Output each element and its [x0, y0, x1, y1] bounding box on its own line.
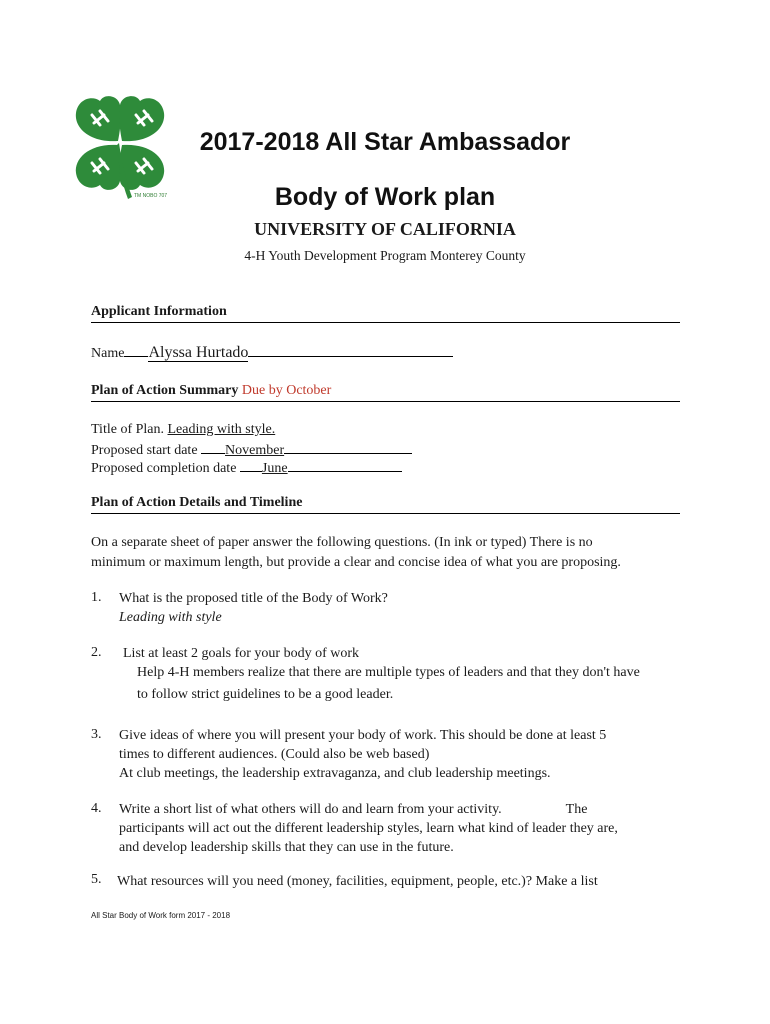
plan-title-row: Title of Plan. Leading with style.: [91, 422, 276, 437]
start-date-value[interactable]: November: [225, 443, 285, 458]
answer-1[interactable]: Leading with style: [119, 610, 222, 625]
details-intro: On a separate sheet of paper answer the following questions. (In ink or typed) There is no minimum or maximum length, but provide a clear and concise idea of what you are proposing.: [91, 535, 621, 570]
page-footer: All Star Body of Work form 2017 - 2018: [91, 911, 231, 920]
question-number: 1.: [91, 590, 102, 605]
answer-4-line3[interactable]: and develop leadership skills that they can use in the future.: [119, 840, 454, 855]
completion-date-value[interactable]: June: [261, 461, 288, 476]
question-number: 3.: [91, 727, 102, 742]
name-value[interactable]: Alyssa Hurtado: [148, 344, 249, 361]
question-number: 5.: [91, 872, 102, 887]
name-field-row: [91, 344, 453, 362]
question-number: 4.: [91, 801, 102, 816]
answer-4-line2[interactable]: participants will act out the different leadership styles, learn what kind of leader they are,: [119, 821, 618, 836]
name-label: Name: [91, 346, 125, 361]
answer-3[interactable]: At club meetings, the leadership extravaganza, and club leadership meetings.: [119, 766, 551, 781]
organization-name: UNIVERSITY OF CALIFORNIA: [254, 219, 516, 239]
answer-4-start[interactable]: The: [565, 802, 588, 817]
question-5: What resources will you need (money, facilities, equipment, people, etc.)? Make a list: [117, 874, 598, 889]
question-2: List at least 2 goals for your body of work: [123, 646, 360, 661]
completion-date-row: Proposed completion date June: [91, 459, 402, 477]
page-subtitle: Body of Work plan: [274, 183, 496, 211]
question-number: 2.: [91, 645, 102, 660]
question-1: What is the proposed title of the Body of Work? Leading with style: [119, 589, 679, 627]
section-heading-details: Plan of Action Details and Timeline: [91, 495, 680, 514]
page-title: 2017-2018 All Star Ambassador: [199, 128, 571, 156]
logo-trademark: TM NOBO 707: [134, 193, 168, 199]
due-date-note: Due by October: [241, 383, 332, 398]
section-heading-summary: Plan of Action Summary Due by October: [91, 383, 680, 402]
plan-title-value[interactable]: Leading with style.: [167, 422, 276, 437]
start-date-row: Proposed start date November: [91, 441, 412, 459]
question-4: Write a short list of what others will do and learn from your activity. The participants will act out the different leadership styles, learn what kind of leader they are, and develop leadership skills that they can use in the future.: [119, 800, 679, 857]
answer-2[interactable]: Help 4-H members realize that there are multiple types of leaders and that they don't have to follow strict guidelines to be a good leader.: [137, 665, 640, 702]
section-heading-applicant: Applicant Information: [91, 304, 680, 323]
question-3: Give ideas of where you will present your body of work. This should be done at least 5 times to different audiences. (Could also be web based) At club meetings, the leadership extravaganza, and club leadership meetings.: [119, 726, 679, 783]
program-name: 4-H Youth Development Program Monterey County: [244, 248, 526, 263]
